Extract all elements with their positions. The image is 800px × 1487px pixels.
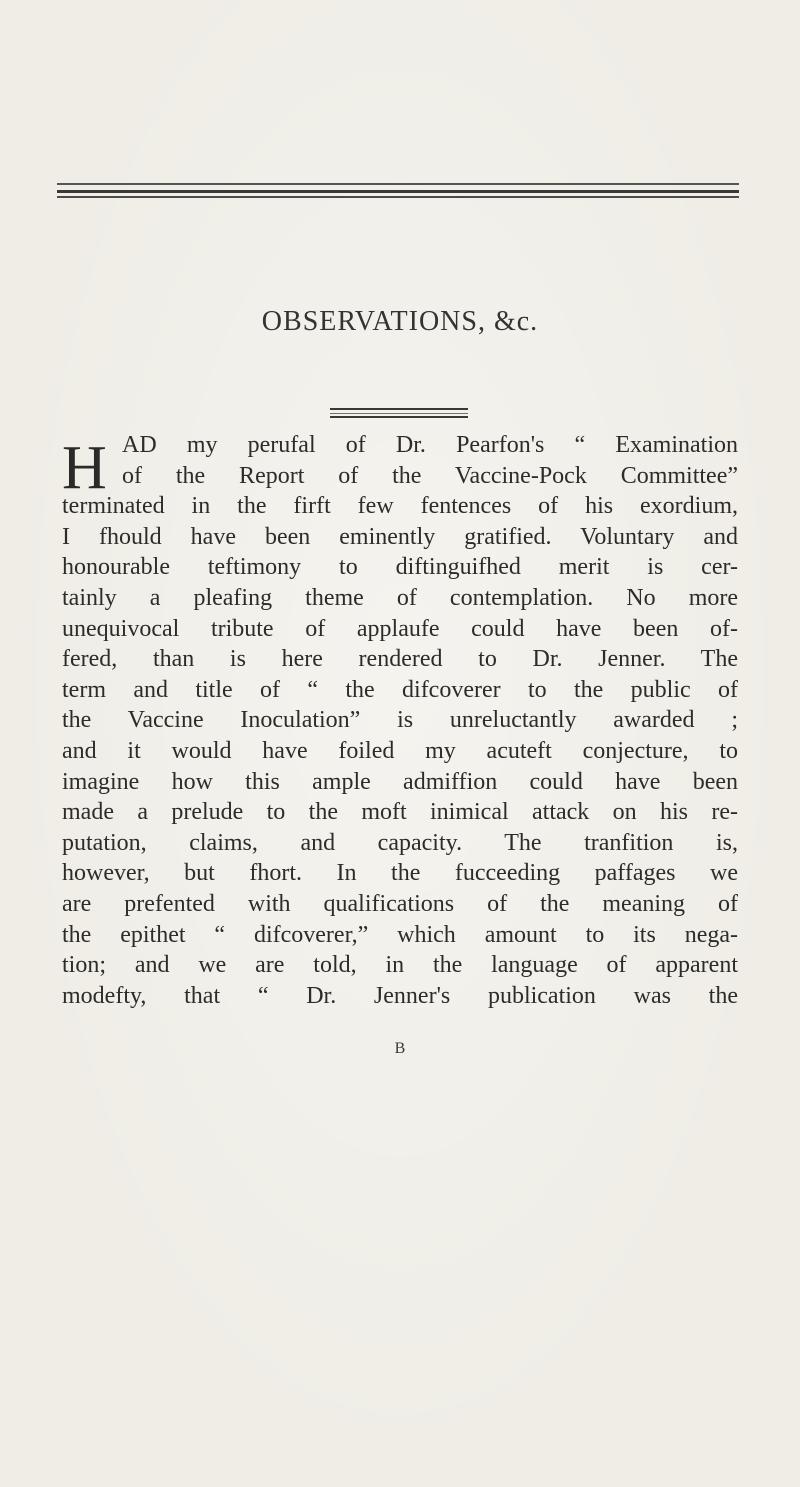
heading-divider [330,413,468,414]
heading-divider [330,408,468,410]
text-line: AD my perufal of Dr. Pearfon's “ Examination [122,432,738,458]
body-paragraph [62,430,738,1011]
page-heading: OBSERVATIONS, &c. [261,306,539,337]
text-line: tainly a pleafing theme of contemplation. No more [62,584,738,611]
signature-mark: B [394,1040,406,1057]
text-line: tion; and we are told, in the language of apparent [62,952,738,979]
text-line: of the Report of the Vaccine-Pock Committee” [122,462,738,489]
text-line: honourable teftimony to diftinguifhed merit is cer- [62,554,738,581]
text-line: modefty, that “ Dr. Jenner's publication was the [62,982,738,1009]
top-ornamental-rule [57,190,739,193]
text-line: imagine how this ample admiffion could have been [62,768,738,795]
text-line: terminated in the firft few fentences of his exordium, [62,493,738,520]
heading-divider [330,416,468,418]
text-line: term and title of “ the difcoverer to the public of [62,676,738,703]
drop-cap: H [62,434,107,502]
text-line: the Vaccine Inoculation” is unreluctantly awarded ; [62,707,738,734]
text-line: are prefented with qualifications of the meaning of [62,890,738,917]
top-ornamental-rule [57,196,739,198]
text-line: fered, than is here rendered to Dr. Jenner. The [62,646,738,673]
text-line: made a prelude to the moft inimical attack on his re- [62,799,738,826]
top-ornamental-rule [57,183,739,185]
text-line: putation, claims, and capacity. The tranfition is, [62,829,738,856]
text-line: however, but fhort. In the fucceeding paffages we [62,860,738,887]
text-line: and it would have foiled my acuteft conjecture, to [62,737,738,764]
text-line: unequivocal tribute of applaufe could have been of- [62,615,738,642]
text-line: the epithet “ difcoverer,” which amount to its nega- [62,921,738,948]
text-line: I fhould have been eminently gratified. Voluntary and [62,523,738,550]
